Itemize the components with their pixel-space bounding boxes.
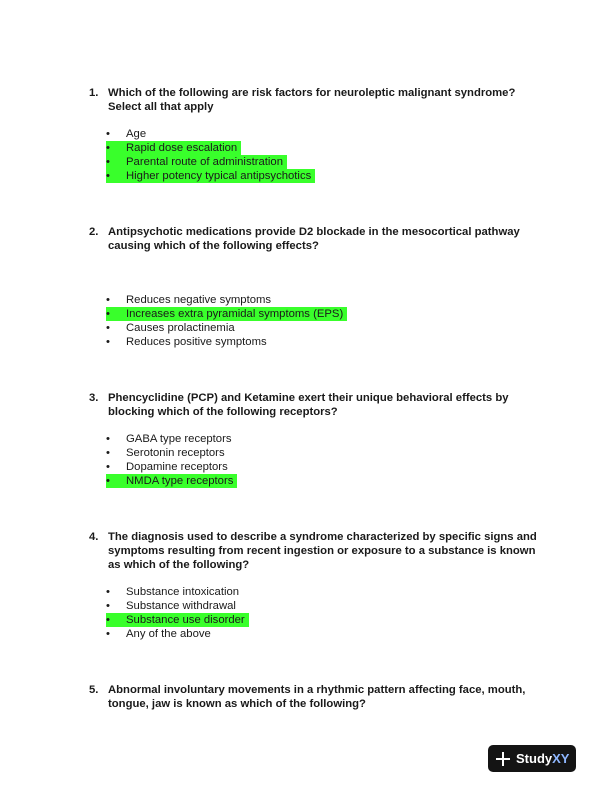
bullet-icon: •	[106, 433, 110, 445]
bullet-icon: •	[106, 336, 110, 348]
option-item[interactable]	[106, 599, 249, 613]
bullet-icon: •	[106, 142, 110, 154]
option-label: NMDA type receptors	[126, 475, 234, 487]
question-text: Phencyclidine (PCP) and Ketamine exert their unique behavioral effects by blocking which of the following receptors?	[108, 392, 509, 418]
option-item[interactable]	[106, 335, 347, 349]
option-label: Parental route of administration	[126, 156, 283, 168]
bullet-icon: •	[106, 294, 110, 306]
bullet-icon: •	[106, 461, 110, 473]
logo-text: StudyXY	[516, 751, 570, 766]
question-number: 5.	[89, 684, 99, 696]
question-5	[89, 683, 539, 711]
option-item[interactable]	[106, 627, 249, 641]
question-text: Abnormal involuntary movements in a rhythmic pattern affecting face, mouth, tongue, jaw is known as which of the following?	[108, 684, 526, 710]
option-item[interactable]	[106, 432, 237, 446]
question-number: 3.	[89, 392, 99, 404]
question-text: Antipsychotic medications provide D2 blockade in the mesocortical pathway causing which of the following effects?	[108, 226, 520, 252]
option-item[interactable]	[106, 169, 315, 183]
bullet-icon: •	[106, 628, 110, 640]
option-label: Substance use disorder	[126, 614, 245, 626]
bullet-icon: •	[106, 447, 110, 459]
bullet-icon: •	[106, 475, 110, 487]
option-label: Higher potency typical antipsychotics	[126, 170, 312, 182]
option-item[interactable]	[106, 321, 347, 335]
option-item[interactable]	[106, 141, 241, 155]
option-item[interactable]	[106, 613, 249, 627]
options-list-3	[106, 432, 237, 488]
option-item[interactable]	[106, 446, 237, 460]
bullet-icon: •	[106, 322, 110, 334]
studyxy-logo	[488, 745, 576, 772]
question-text: The diagnosis used to describe a syndrome characterized by specific signs and symptoms resulting from recent ingestion or exposure to a substance is known as which of the following?	[108, 531, 537, 571]
bullet-icon: •	[106, 600, 110, 612]
question-3	[89, 391, 539, 419]
options-list-4	[106, 585, 249, 641]
question-number: 2.	[89, 226, 99, 238]
options-list-2	[106, 293, 347, 349]
option-label: GABA type receptors	[126, 433, 232, 445]
option-label: Any of the above	[126, 628, 211, 640]
option-label: Substance withdrawal	[126, 600, 236, 612]
option-item[interactable]	[106, 127, 315, 141]
option-item[interactable]	[106, 474, 237, 488]
bullet-icon: •	[106, 308, 110, 320]
option-label: Reduces positive symptoms	[126, 336, 267, 348]
option-label: Serotonin receptors	[126, 447, 225, 459]
options-list-1	[106, 127, 315, 183]
option-label: Increases extra pyramidal symptoms (EPS)	[126, 308, 344, 320]
option-label: Reduces negative symptoms	[126, 294, 272, 306]
option-label: Dopamine receptors	[126, 461, 228, 473]
option-item[interactable]	[106, 585, 249, 599]
bullet-icon: •	[106, 614, 110, 626]
question-2	[89, 225, 539, 253]
question-1	[89, 86, 539, 114]
plus-icon	[496, 752, 510, 766]
option-item[interactable]	[106, 293, 347, 307]
question-number: 1.	[89, 87, 99, 99]
question-text: Which of the following are risk factors for neuroleptic malignant syndrome? Select all that apply	[108, 87, 516, 113]
option-label: Age	[126, 128, 147, 140]
bullet-icon: •	[106, 156, 110, 168]
question-number: 4.	[89, 531, 99, 543]
bullet-icon: •	[106, 128, 110, 140]
option-item[interactable]	[106, 307, 347, 321]
bullet-icon: •	[106, 170, 110, 182]
bullet-icon: •	[106, 586, 110, 598]
option-item[interactable]	[106, 460, 237, 474]
option-label: Rapid dose escalation	[126, 142, 238, 154]
option-item[interactable]	[106, 155, 287, 169]
option-label: Substance intoxication	[126, 586, 240, 598]
question-4	[89, 530, 539, 572]
option-label: Causes prolactinemia	[126, 322, 235, 334]
